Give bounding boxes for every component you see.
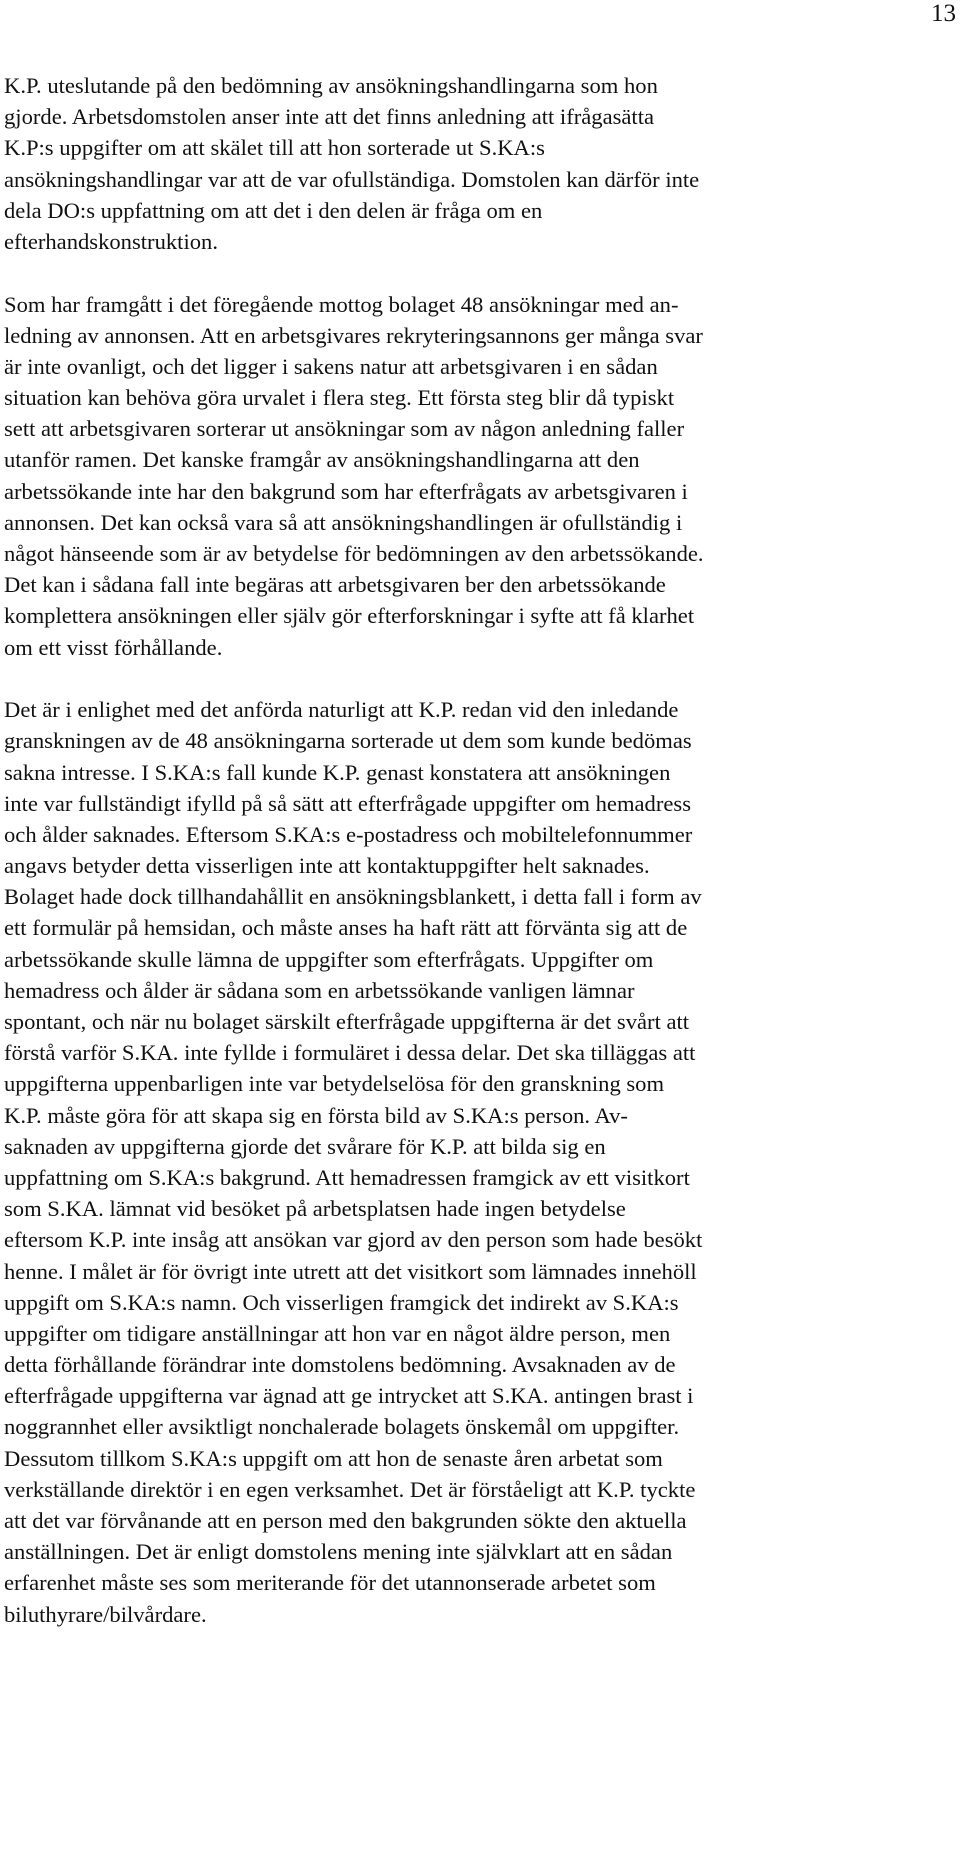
text-line: annonsen. Det kan också vara så att ansökningshandlingen är ofullständig i [4,509,683,535]
text-line: K.P:s uppgifter om att skälet till att hon sorterade ut S.KA:s [4,135,545,161]
text-line: inte var fullständigt ifylld på så sätt att efterfrågade uppgifter om hemadress [4,790,691,816]
text-line: utanför ramen. Det kanske framgår av ansökningshandlingarna att den [4,447,640,473]
text-line: förstå varför S.KA. inte fyllde i formuläret i dessa delar. Det ska tilläggas att [4,1040,696,1066]
text-line: gjorde. Arbetsdomstolen anser inte att det finns anledning att ifrågasätta [4,104,655,130]
text-line: biluthyrare/bilvårdare. [4,1601,207,1627]
text-line: ledning av annonsen. Att en arbetsgivares rekryteringsannons ger många svar [4,322,703,348]
text-line: granskningen av de 48 ansökningarna sorterade ut dem som kunde bedömas [4,728,692,754]
text-line: erfarenhet måste ses som meriterande för det utannonserade arbetet som [4,1570,656,1596]
paragraph-2 [4,289,934,663]
text-line: hemadress och ålder är sådana som en arbetssökande vanligen lämnar [4,977,635,1003]
document-body [4,70,934,1630]
text-line: sett att arbetsgivaren sorterar ut ansökningar som av någon anledning faller [4,416,685,442]
text-line: ett formulär på hemsidan, och måste anses ha haft rätt att förvänta sig att de [4,915,688,941]
text-line: Det är i enlighet med det anförda naturligt att K.P. redan vid den inledande [4,697,679,723]
text-line: är inte ovanligt, och det ligger i sakens natur att arbetsgivaren i en sådan [4,353,658,379]
text-line: spontant, och när nu bolaget särskilt efterfrågade uppgifterna är det svårt att [4,1009,690,1035]
text-line: noggrannhet eller avsiktligt nonchalerade bolagets önskemål om uppgifter. [4,1414,680,1440]
text-line: uppgifter om tidigare anställningar att hon var en något äldre person, men [4,1320,671,1346]
text-line: angavs betyder detta visserligen inte att kontaktuppgifter helt saknades. [4,853,650,879]
paragraph-1 [4,70,934,257]
text-line: att det var förvånande att en person med den bakgrunden sökte den aktuella [4,1508,687,1534]
text-line: efterhandskonstruktion. [4,228,218,254]
text-line: dela DO:s uppfattning om att det i den delen är fråga om en [4,197,543,223]
text-line: som S.KA. lämnat vid besöket på arbetsplatsen hade ingen betydelse [4,1196,626,1222]
text-line: detta förhållande förändrar inte domstolens bedömning. Avsaknaden av de [4,1352,676,1378]
text-line: efterfrågade uppgifterna var ägnad att ge intrycket att S.KA. antingen brast i [4,1383,694,1409]
text-line: något hänseende som är av betydelse för bedömningen av den arbetssökande. [4,541,704,567]
text-line: uppfattning om S.KA:s bakgrund. Att hemadressen framgick av ett visitkort [4,1164,690,1190]
text-line: anställningen. Det är enligt domstolens mening inte självklart att en sådan [4,1539,673,1565]
text-line: ansökningshandlingar var att de var ofullständiga. Domstolen kan därför inte [4,166,700,192]
text-line: henne. I målet är för övrigt inte utrett att det visitkort som lämnades innehöll [4,1258,697,1284]
text-line: arbetssökande inte har den bakgrund som har efterfrågats av arbetsgivaren i [4,478,688,504]
text-line: eftersom K.P. inte insåg att ansökan var gjord av den person som hade besökt [4,1227,703,1253]
text-line: Bolaget hade dock tillhandahållit en ansökningsblankett, i detta fall i form av [4,884,702,910]
text-line: verkställande direktör i en egen verksamhet. Det är förståeligt att K.P. tyckte [4,1476,696,1502]
text-line: Det kan i sådana fall inte begäras att arbetsgivaren ber den arbetssökande [4,572,666,598]
text-line: om ett visst förhållande. [4,634,223,660]
text-line: arbetssökande skulle lämna de uppgifter som efterfrågats. Uppgifter om [4,946,654,972]
text-line: K.P. måste göra för att skapa sig en första bild av S.KA:s person. Av- [4,1102,628,1128]
paragraph-3 [4,694,934,1630]
text-line: uppgift om S.KA:s namn. Och visserligen framgick det indirekt av S.KA:s [4,1289,679,1315]
text-line: Dessutom tillkom S.KA:s uppgift om att hon de senaste åren arbetat som [4,1445,663,1471]
text-line: Som har framgått i det föregående mottog bolaget 48 ansökningar med an- [4,291,679,317]
text-line: uppgifterna uppenbarligen inte var betydelselösa för den granskning som [4,1071,665,1097]
page-number: 13 [931,0,956,27]
text-line: situation kan behöva göra urvalet i flera steg. Ett första steg blir då typiskt [4,385,675,411]
text-line: komplettera ansökningen eller själv gör efterforskningar i syfte att få klarhet [4,603,695,629]
text-line: K.P. uteslutande på den bedömning av ansökningshandlingarna som hon [4,73,658,98]
text-line: och ålder saknades. Eftersom S.KA:s e-postadress och mobiltelefonnummer [4,821,693,847]
text-line: sakna intresse. I S.KA:s fall kunde K.P. genast konstatera att ansökningen [4,759,671,785]
text-line: saknaden av uppgifterna gjorde det svårare för K.P. att bilda sig en [4,1133,606,1159]
